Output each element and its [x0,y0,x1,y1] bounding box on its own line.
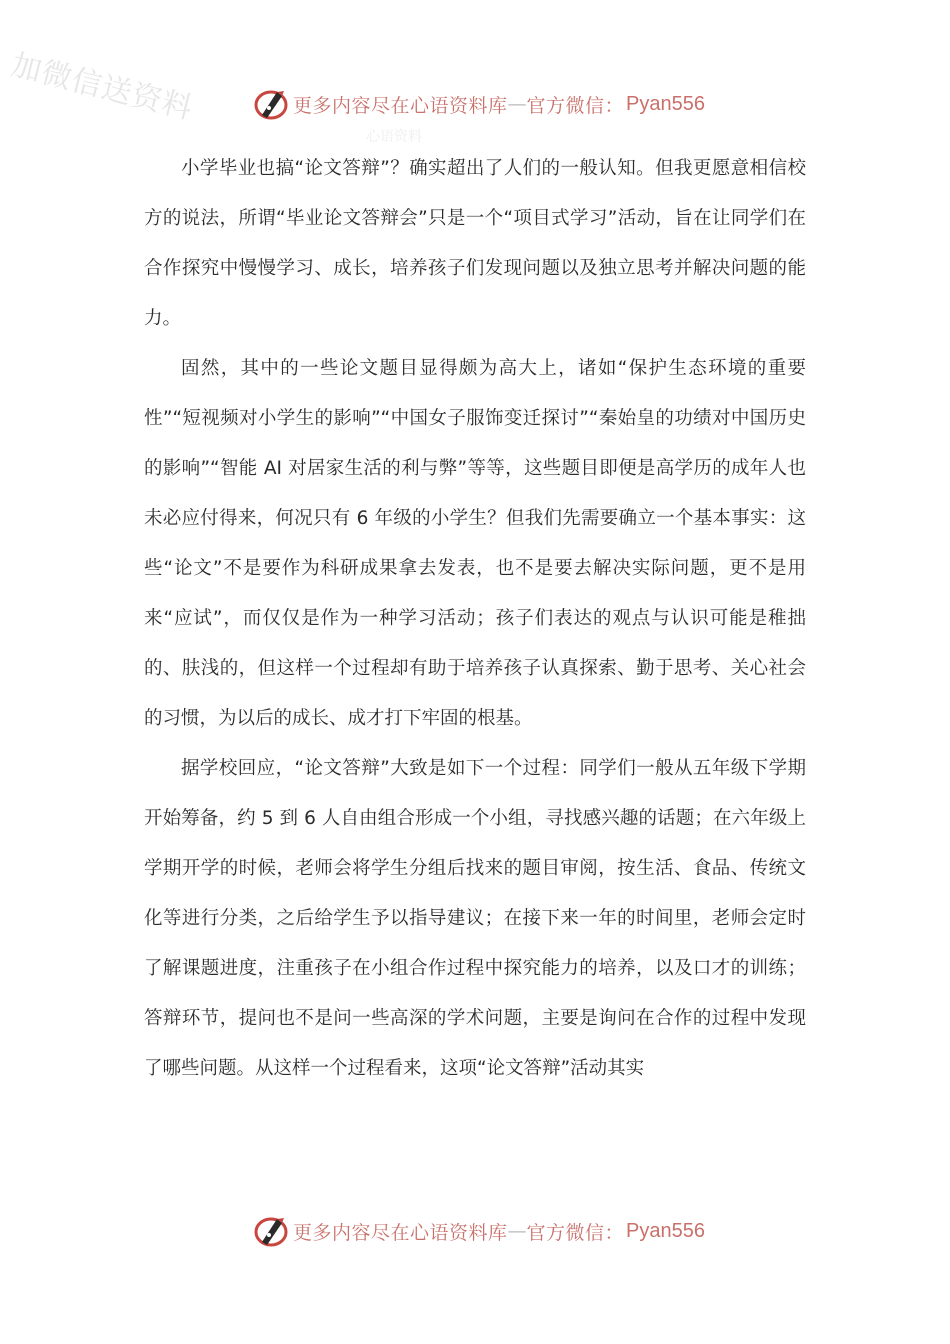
corner-watermark: 加微信送资料 [7,47,197,127]
banner-wechat-id: Pyan556 [626,92,705,115]
footer-banner [0,1211,950,1251]
article-paragraph-1: 小学毕业也搞“论文答辩”？确实超出了人们的一般认知。但我更愿意相信校方的说法，所谓“毕业论文答辩会”只是一个“项目式学习”活动，旨在让同学们在合作探究中慢慢学习、成长，培养孩子们发现问题以及独立思考并解决问题的能力。 [144,158,806,329]
banner-label: 官方微信： [526,1221,625,1244]
banner-wechat-id: Pyan556 [626,1219,705,1242]
pen-nib-logo-icon [253,86,289,122]
article-paragraph-2: 固然，其中的一些论文题目显得颇为高大上，诸如“保护生态环境的重要性”“短视频对小学生的影响”“中国女子服饰变迁探讨”“秦始皇的功绩对中国历史的影响”“智能 AI 对居家生活的利与弊”等等，这些题目即便是高学历的成年人也未必应付得来，何况只有 6 年级的小学生？但我们先需要确立一个基本事实：这些“论文”不是要作为科研成果拿去发表，也不是要去解决实际问题，更不是用来“应试”，而仅仅是作为一种学习活动；孩子们表达的观点与认识可能是稚拙的、肤浅的，但这样一个过程却有助于培养孩子认真探索、勤于思考、关心社会的习惯，为以后的成长、成才打下牢固的根基。 [144,358,806,729]
pen-nib-logo-icon [253,1213,289,1249]
banner-separator: — [507,1220,527,1242]
header-banner-content [253,86,705,122]
faint-watermark: 心语资料 [366,129,422,145]
footer-banner-content [253,1213,705,1249]
banner-promo-text: 更多内容尽在心语资料库 [293,94,508,117]
banner-label: 官方微信： [526,94,625,117]
banner-promo-text: 更多内容尽在心语资料库 [293,1221,508,1244]
banner-separator: — [507,93,527,115]
article-paragraph-3: 据学校回应，“论文答辩”大致是如下一个过程：同学们一般从五年级下学期开始筹备，约 5 到 6 人自由组合形成一个小组，寻找感兴趣的话题；在六年级上学期开学的时候，老师会将学生分组后找来的题目审阅，按生活、食品、传统文化等进行分类，之后给学生予以指导建议；在接下来一年的时间里，老师会定时了解课题进度，注重孩子在小组合作过程中探究能力的培养，以及口才的训练；答辩环节，提问也不是问一些高深的学术问题，主要是询问在合作的过程中发现了哪些问题。从这样一个过程看来，这项“论文答辩”活动其实 [144,758,806,1079]
article-body [144,144,806,1094]
header-banner [0,84,950,124]
